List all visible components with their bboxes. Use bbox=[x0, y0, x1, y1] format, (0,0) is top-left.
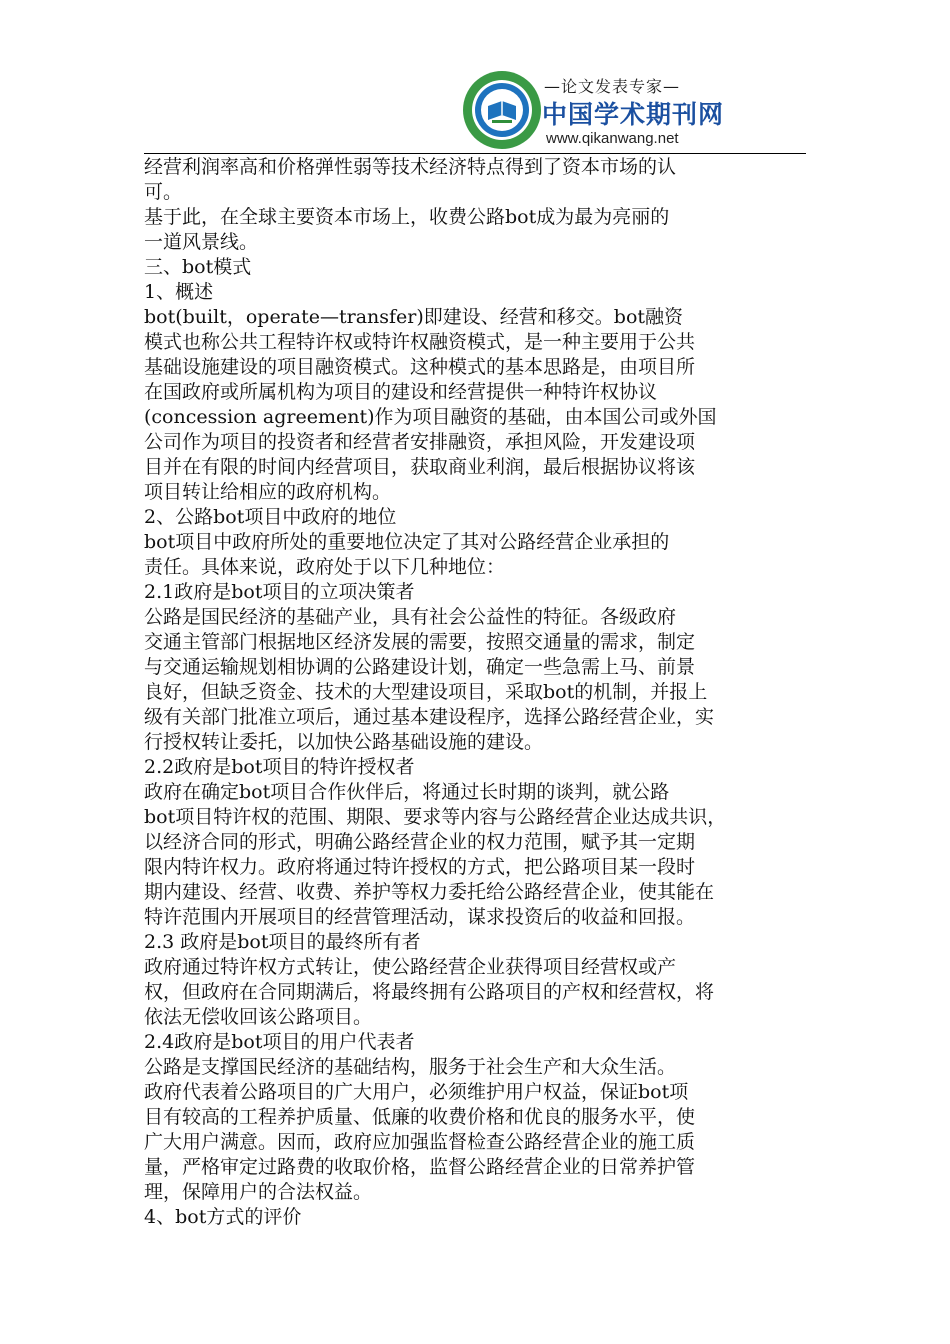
text-line: bot项目特许权的范围、期限、要求等内容与公路经营企业达成共识， bbox=[144, 806, 727, 828]
text-line: bot项目中政府所处的重要地位决定了其对公路经营企业承担的 bbox=[144, 531, 670, 553]
text-line: 1、概述 bbox=[144, 281, 214, 303]
text-line: 公路是国民经济的基础产业，具有社会公益性的特征。各级政府 bbox=[144, 606, 677, 628]
text-line: 政府通过特许权方式转让，使公路经营企业获得项目经营权或产 bbox=[144, 956, 677, 978]
text-line: 责任。具体来说，政府处于以下几种地位： bbox=[144, 556, 506, 578]
seal-emblem-icon bbox=[462, 70, 542, 150]
text-line: 公路是支撑国民经济的基础结构，服务于社会生产和大众生活。 bbox=[144, 1056, 677, 1078]
logo-tagline: —论文发表专家— bbox=[544, 77, 681, 96]
text-line: 在国政府或所属机构为项目的建设和经营提供一种特许权协议 bbox=[144, 381, 658, 403]
text-line: 可。 bbox=[144, 181, 183, 203]
text-line: 4、bot方式的评价 bbox=[144, 1206, 302, 1228]
text-line: 特许范围内开展项目的经营管理活动，谋求投资后的收益和回报。 bbox=[144, 906, 696, 928]
text-line: 以经济合同的形式，明确公路经营企业的权力范围，赋予其一定期 bbox=[144, 831, 696, 853]
text-line: 三、bot模式 bbox=[144, 256, 252, 278]
text-line: 与交通运输规划相协调的公路建设计划，确定一些急需上马、前景 bbox=[144, 656, 696, 678]
text-line: 2.4政府是bot项目的用户代表者 bbox=[144, 1031, 415, 1053]
logo-brand-name: 中国学术期刊网 bbox=[542, 100, 725, 129]
text-line: 基于此，在全球主要资本市场上，收费公路bot成为最为亮丽的 bbox=[144, 206, 670, 228]
text-line: 依法无偿收回该公路项目。 bbox=[144, 1006, 373, 1028]
text-line: 政府在确定bot项目合作伙伴后，将通过长时期的谈判，就公路 bbox=[144, 781, 670, 803]
document-body bbox=[144, 155, 794, 1230]
site-logo[interactable] bbox=[462, 70, 725, 156]
text-line: 理，保障用户的合法权益。 bbox=[144, 1181, 373, 1203]
logo-url[interactable]: www.qikanwang.net bbox=[546, 130, 679, 147]
text-line: 限内特许权力。政府将通过特许授权的方式，把公路项目某一段时 bbox=[144, 856, 696, 878]
text-line: 期内建设、经营、收费、养护等权力委托给公路经营企业，使其能在 bbox=[144, 881, 715, 903]
text-line: 基础设施建设的项目融资模式。这种模式的基本思路是，由项目所 bbox=[144, 356, 696, 378]
text-line: 2.2政府是bot项目的特许授权者 bbox=[144, 756, 415, 778]
text-line: 一道风景线。 bbox=[144, 231, 259, 253]
text-line: 广大用户满意。因而，政府应加强监督检查公路经营企业的施工质 bbox=[144, 1131, 696, 1153]
text-line: 2、公路bot项目中政府的地位 bbox=[144, 506, 397, 528]
text-line: bot(built，operate—transfer)即建设、经营和移交。bot融资 bbox=[144, 306, 684, 328]
text-line: 2.3 政府是bot项目的最终所有者 bbox=[144, 931, 421, 953]
text-line: 政府代表着公路项目的广大用户，必须维护用户权益，保证bot项 bbox=[144, 1081, 689, 1103]
text-line: 级有关部门批准立项后，通过基本建设程序，选择公路经营企业，实 bbox=[144, 706, 715, 728]
text-line: 良好，但缺乏资金、技术的大型建设项目，采取bot的机制，并报上 bbox=[144, 681, 708, 703]
text-line: 量，严格审定过路费的收取价格，监督公路经营企业的日常养护管 bbox=[144, 1156, 696, 1178]
text-line: 交通主管部门根据地区经济发展的需要，按照交通量的需求，制定 bbox=[144, 631, 696, 653]
text-line: 权，但政府在合同期满后，将最终拥有公路项目的产权和经营权，将 bbox=[144, 981, 715, 1003]
text-line: 公司作为项目的投资者和经营者安排融资，承担风险，开发建设项 bbox=[144, 431, 696, 453]
text-line: 项目转让给相应的政府机构。 bbox=[144, 481, 392, 503]
text-line: 经营利润率高和价格弹性弱等技术经济特点得到了资本市场的认 bbox=[144, 156, 677, 178]
text-line: 行授权转让委托，以加快公路基础设施的建设。 bbox=[144, 731, 544, 753]
text-line: (concession agreement)作为项目融资的基础，由本国公司或外国 bbox=[144, 406, 717, 428]
header-divider bbox=[144, 153, 806, 154]
text-line: 模式也称公共工程特许权或特许权融资模式，是一种主要用于公共 bbox=[144, 331, 696, 353]
text-line: 2.1政府是bot项目的立项决策者 bbox=[144, 581, 415, 603]
text-line: 目有较高的工程养护质量、低廉的收费价格和优良的服务水平，使 bbox=[144, 1106, 696, 1128]
text-line: 目并在有限的时间内经营项目，获取商业利润，最后根据协议将该 bbox=[144, 456, 696, 478]
